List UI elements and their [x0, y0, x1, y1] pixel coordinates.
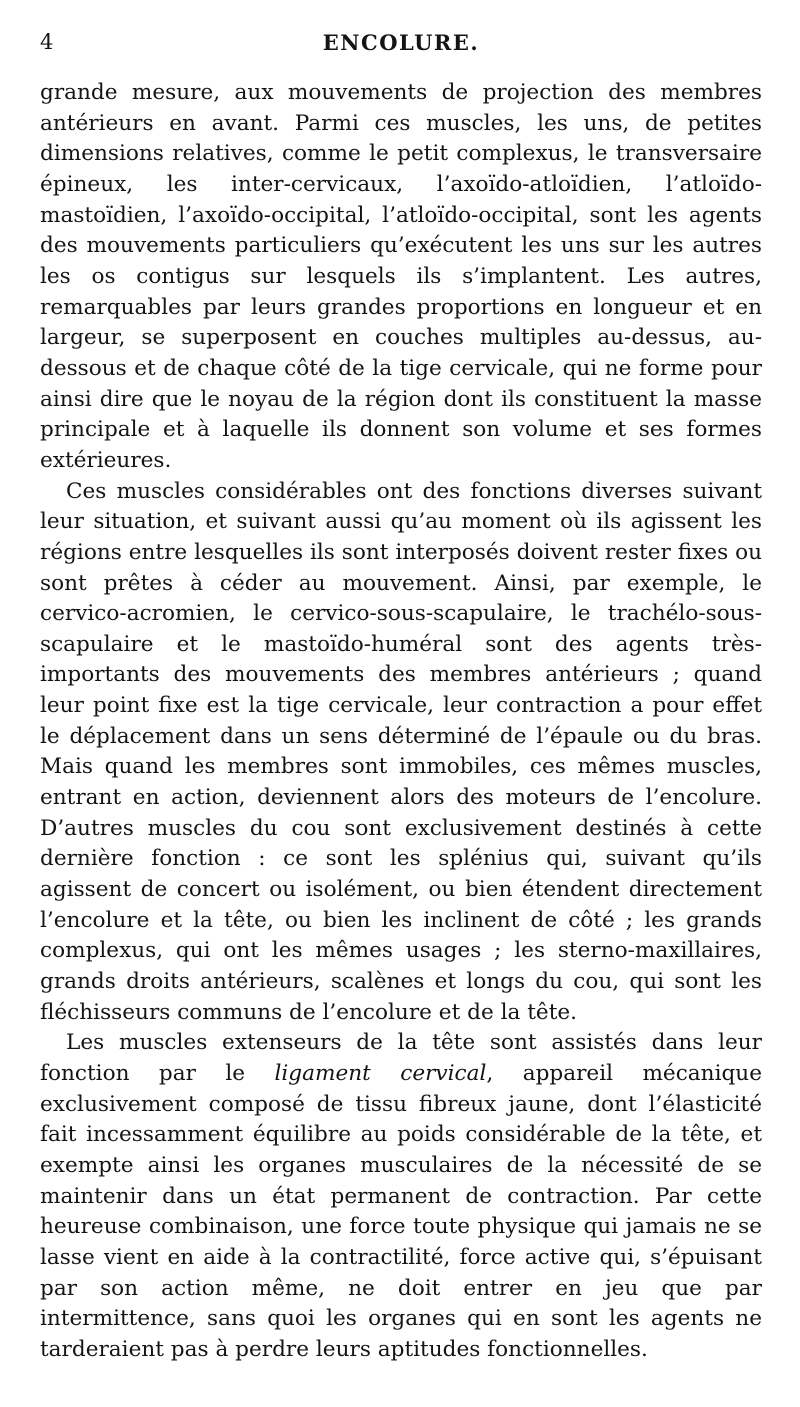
paragraph-continued: grande mesure, aux mouvements de projection des membres antérieurs en avant. Parmi ces muscles, les uns, de petites dimensions relatives, comme le petit complexus, le transversaire épineux, les inter-cervicaux, l’axoïdo-atloïdien, l’atloïdo-mastoïdien, l’axoïdo-occipital, l’atloïdo-occipital, sont les agents des mouvements particuliers qu’exécutent les uns sur les autres les os contigus sur lesquels ils s’implantent. Les autres, remarquables par leurs grandes proportions en longueur et en largeur, se superposent en couches multiples au-dessus, au-dessous et de chaque côté de la tige cervicale, qui ne forme pour ainsi dire que le noyau de la région dont ils constituent la masse principale et à laquelle ils donnent son volume et ses formes extérieures.: [40, 80, 762, 473]
running-head: [40, 30, 762, 62]
paragraph-cervical-ligament: [40, 1028, 762, 1365]
emphasis-ligament-cervical: ligament cervical: [274, 1061, 487, 1086]
page-number: 4: [40, 30, 55, 54]
paragraph-text-after: , appareil mécanique exclusivement composé de tissu fibreux jaune, dont l’élasticité fait incessamment équilibre au poids considérable de la tête, et exempte ainsi les organes musculaires de la nécessité de se maintenir dans un état permanent de contraction. Par cette heureuse combinaison, une force toute physique qui jamais ne se lasse vient en aide à la contractilité, force active qui, s’épuisant par son action même, ne doit entrer en jeu que par intermittence, sans quoi les organes qui en sont les agents ne tarderaient pas à perdre leurs aptitudes fonctionnelles.: [40, 1061, 762, 1362]
paragraph-muscle-functions: Ces muscles considérables ont des fonctions diverses suivant leur situation, et suivant aussi qu’au moment où ils agissent les régions entre lesquelles ils sont interposés doivent rester fixes ou sont prêtes à céder au mouvement. Ainsi, par exemple, le cervico-acromien, le cervico-sous-scapulaire, le trachélo-sous-scapulaire et le mastoïdo-huméral sont des agents très-importants des mouvements des membres antérieurs ; quand leur point fixe est la tige cervicale, leur contraction a pour effet le déplacement dans un sens déterminé de l’épaule ou du bras. Mais quand les membres sont immobiles, ces mêmes muscles, entrant en action, deviennent alors des moteurs de l’encolure. D’autres muscles du cou sont exclusivement destinés à cette dernière fonction : ce sont les splénius qui, suivant qu’ils agissent de concert ou isolément, ou bien étendent directement l’encolure et la tête, ou bien les inclinent de côté ; les grands complexus, qui ont les mêmes usages ; les sterno-maxillaires, grands droits antérieurs, scalènes et longs du cou, qui sont les fléchisseurs communs de l’encolure et de la tête.: [40, 478, 762, 1025]
paragraph-text-before: Les muscles extenseurs de la tête sont assistés dans leur fonction par le: [40, 1030, 762, 1086]
chapter-title: ENCOLURE.: [322, 30, 480, 55]
body-text: [40, 78, 762, 1366]
